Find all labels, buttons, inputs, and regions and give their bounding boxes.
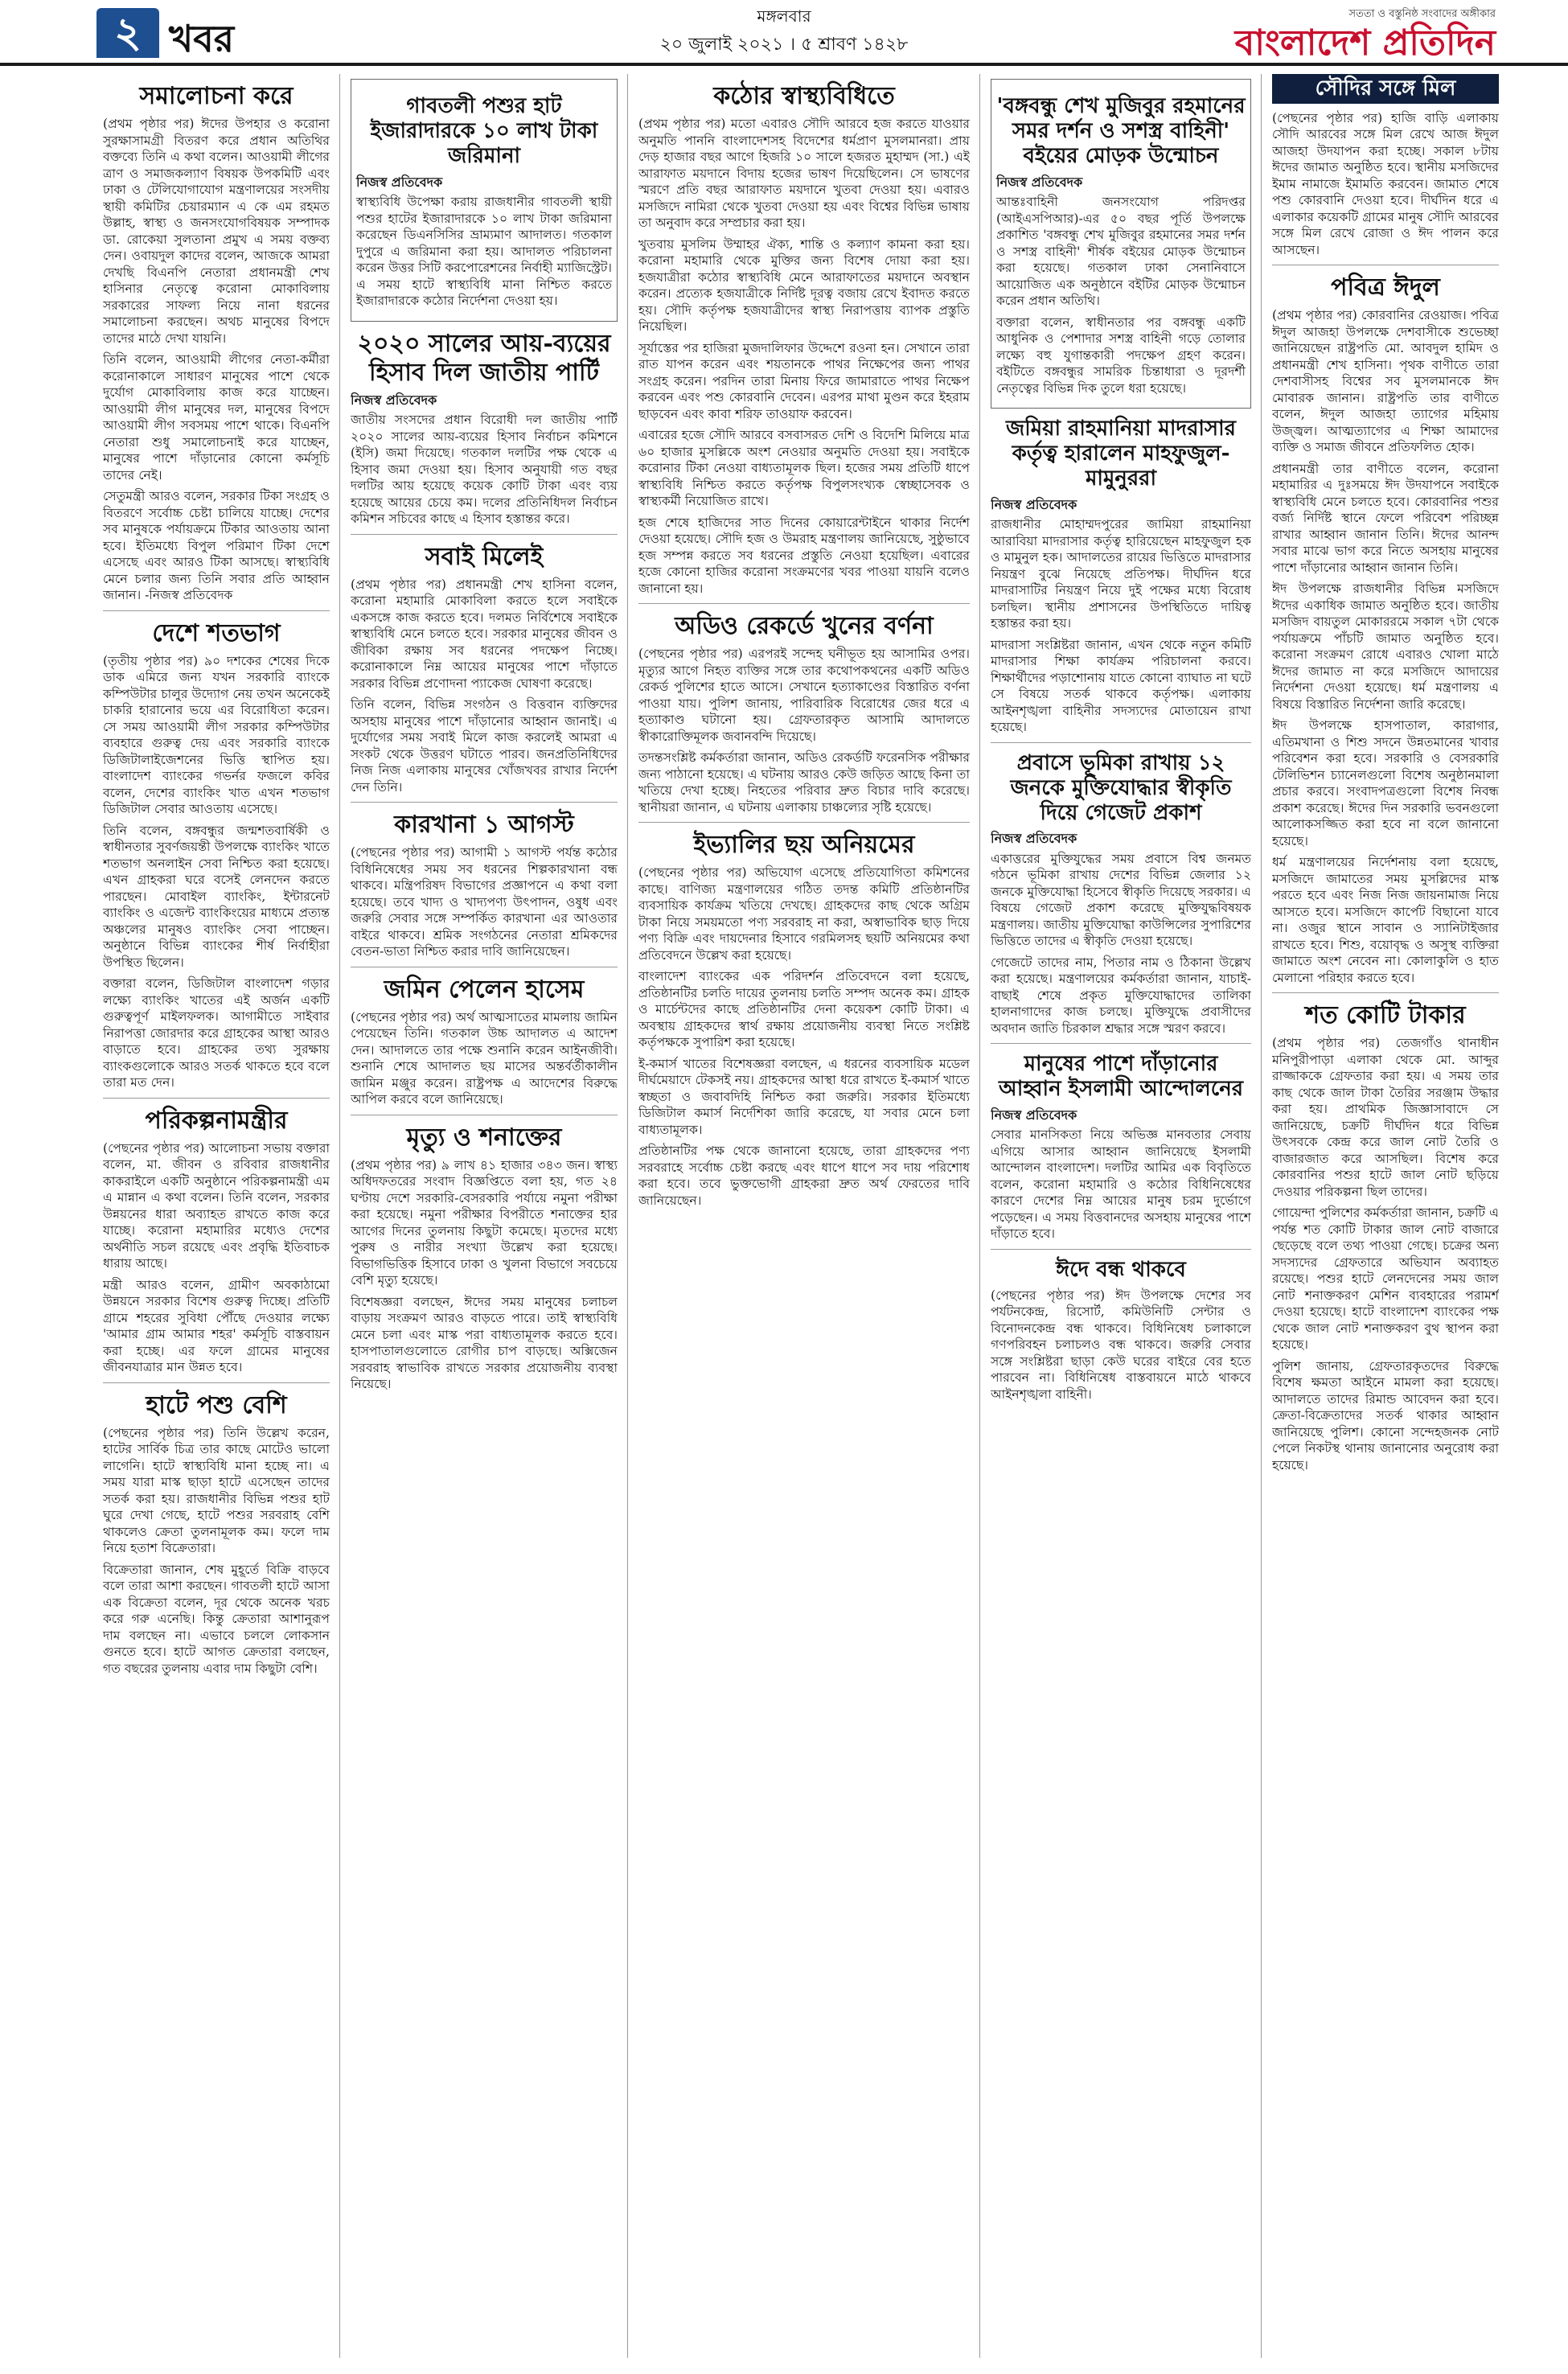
- headline: ইভ্যালির ছয় অনিয়মের: [693, 831, 915, 859]
- column-rule: [979, 74, 980, 2358]
- column-rule: [627, 74, 628, 2358]
- story-divider: [638, 603, 970, 604]
- article-paragraph: বাংলাদেশ ব্যাংকের এক পরিদর্শন প্রতিবেদনে বলা হয়েছে, প্রতিষ্ঠানটির চলতি দায়ের তুলনায় চলতি সম্পদ অনেক কম। গ্রাহক ও মার্চেন্টদের কাছে প্রতিষ্ঠানটির দেনা কয়েকশ কোটি টাকা। এ অবস্থায় গ্রাহকদের স্বার্থ রক্ষায় প্রয়োজনীয় ব্যবস্থা নিতে সংশ্লিষ্ট কর্তৃপক্ষকে সুপারিশ করা হয়েছে।: [638, 969, 970, 1049]
- article-paragraph: তদন্তসংশ্লিষ্ট কর্মকর্তারা জানান, অডিও রেকর্ডটি ফরেনসিক পরীক্ষার জন্য পাঠানো হয়েছে। এ ঘটনায় আরও কেউ জড়িত আছে কিনা তা খতিয়ে দেখা হচ্ছে। নিহতের পরিবার দ্রুত বিচার দাবি করেছে। স্থানীয়রা জানান, এ ঘটনায় এলাকায় চাঞ্চল্যের সৃষ্টি হয়েছে।: [638, 750, 970, 815]
- headline: কারখানা ১ আগস্ট: [394, 811, 574, 840]
- article-paragraph: জাতীয় সংসদের প্রধান বিরোধী দল জাতীয় পার্টি ২০২০ সালের আয়-ব্যয়ের হিসাব নির্বাচন কমিশনে (ইসি) জমা দিয়েছে। গতকাল দলটির পক্ষ থেকে এ হিসাব জমা দেওয়া হয়। হিসাব অনুযায়ী গত বছর দলটির আয় হয়েছে কয়েক কোটি টাকা এবং ব্যয় হয়েছে আয়ের চেয়ে কম। দলের প্রতিনিধিদল নির্বাচন কমিশন সচিবের কাছে এ হিসাব হস্তান্তর করে।: [351, 413, 618, 527]
- headline: মৃত্যু ও শনাক্তের: [406, 1123, 562, 1152]
- article-paragraph: গেজেটে তাদের নাম, পিতার নাম ও ঠিকানা উল্লেখ করা হয়েছে। মন্ত্রণালয়ের কর্মকর্তারা জানান, যাচাই-বাছাই শেষে প্রকৃত মুক্তিযোদ্ধাদের তালিকা হালনাগাদের কাজ চলছে। মুক্তিযুদ্ধে প্রবাসীদের অবদান জাতি চিরকাল শ্রদ্ধার সঙ্গে স্মরণ করবে।: [991, 955, 1251, 1036]
- article-paragraph: আন্তঃবাহিনী জনসংযোগ পরিদপ্তর (আইএসপিআর)-এর ৫০ বছর পূর্তি উপলক্ষে প্রকাশিত 'বঙ্গবন্ধু শেখ মুজিবুর রহমানের সমর দর্শন ও সশস্ত্র বাহিনী' শীর্ষক বইয়ের মোড়ক উন্মোচন করা হয়েছে। গতকাল ঢাকা সেনানিবাসে আয়োজিত এক অনুষ্ঠানে বইটির মোড়ক উন্মোচন করেন প্রধান অতিথি।: [996, 195, 1246, 309]
- article-paragraph: স্বাস্থ্যবিধি উপেক্ষা করায় রাজধানীর গাবতলী স্থায়ী পশুর হাটের ইজারাদারকে ১০ লাখ টাকা জরিমানা করেছেন ডিএনসিসির ভ্রাম্যমাণ আদালত। গতকাল দুপুরে এ জরিমানা করা হয়। আদালত পরিচালনা করেন উত্তর সিটি করপোরেশনের নির্বাহী ম্যাজিস্ট্রেট। এ সময় হাটে স্বাস্থ্যবিধি মানা নিশ্চিত করতে ইজারাদারকে কঠোর নির্দেশনা দেওয়া হয়।: [356, 195, 612, 309]
- article-paragraph: তিনি বলেন, বিভিন্ন সংগঠন ও বিত্তবান ব্যক্তিদের অসহায় মানুষের পাশে দাঁড়ানোর আহ্বান জানাই। এ দুর্যোগের সময় সবাই মিলে কাজ করলেই আমরা এ সংকট থেকে উত্তরণ ঘটাতে পারব। জনপ্রতিনিধিদের নিজ নিজ এলাকায় মানুষের খোঁজখবর রাখার নির্দেশ দেন তিনি।: [351, 697, 618, 795]
- boxed-story: [991, 79, 1251, 409]
- newspaper-logo: [1222, 6, 1496, 64]
- article-paragraph: (পেছনের পৃষ্ঠার পর) অভিযোগ এসেছে প্রতিযোগিতা কমিশনের কাছে। বাণিজ্য মন্ত্রণালয়ের গঠিত তদন্ত কমিটি প্রতিষ্ঠানটির ব্যবসায়িক কার্যক্রম খতিয়ে দেখছে। গ্রাহকদের কাছ থেকে অগ্রিম টাকা নিয়ে সময়মতো পণ্য সরবরাহ না করা, অস্বাভাবিক ছাড় দিয়ে পণ্য বিক্রি এবং দায়দেনার হিসাবে গরমিলসহ ছয়টি অনিয়মের কথা প্রতিবেদনে উল্লেখ করা হয়েছে।: [638, 865, 970, 963]
- headline: পবিত্র ঈদুল: [1331, 273, 1440, 302]
- story-divider: [351, 534, 618, 535]
- article-paragraph: (পেছনের পৃষ্ঠার পর) তিনি উল্লেখ করেন, হাটের সার্বিক চিত্র তার কাছে মোটেও ভালো লাগেনি। হাটে স্বাস্থ্যবিধি মানা হচ্ছে না। এ সময় যারা মাস্ক ছাড়া হাটে এসেছেন তাদের সতর্ক করা হয়। রাজধানীর বিভিন্ন পশুর হাট ঘুরে দেখা গেছে, হাটে পশুর সরবরাহ বেশি থাকলেও ক্রেতা তুলনামূলক কম। ফলে দাম নিয়ে হতাশ বিক্রেতারা।: [103, 1425, 330, 1555]
- headline: ২০২০ সালের আয়-ব্যয়ের হিসাব দিল জাতীয় পার্টি: [357, 329, 611, 387]
- column-1: [103, 74, 330, 2358]
- headline: সমালোচনা করে: [139, 82, 293, 110]
- byline: নিজস্ব প্রতিবেদক: [991, 1107, 1077, 1123]
- article-paragraph: বক্তারা বলেন, ডিজিটাল বাংলাদেশ গড়ার লক্ষ্যে ব্যাংকিং খাতের এই অর্জন একটি গুরুত্বপূর্ণ মাইলফলক। আগামীতে সাইবার নিরাপত্তা জোরদার করে গ্রাহকের আস্থা আরও বাড়াতে হবে। গ্রাহকের তথ্য সুরক্ষায় ব্যাংকগুলোকে আরও সতর্ক থাকতে হবে বলে তারা মত দেন।: [103, 976, 330, 1090]
- column-rule: [1261, 74, 1262, 2358]
- article-paragraph: ই-কমার্স খাতের বিশেষজ্ঞরা বলছেন, এ ধরনের ব্যবসায়িক মডেল দীর্ঘমেয়াদে টেকসই নয়। গ্রাহকদের আস্থা ধরে রাখতে ই-কমার্স খাতে স্বচ্ছতা ও জবাবদিহি নিশ্চিত করা জরুরি। সরকার ইতিমধ্যে ডিজিটাল কমার্স নির্দেশিকা জারি করেছে, যা সবার মেনে চলা বাধ্যতামূলক।: [638, 1056, 970, 1137]
- article-paragraph: (প্রথম পৃষ্ঠার পর) তেজগাঁও থানাধীন মনিপুরীপাড়া এলাকা থেকে মো. আব্দুর রাজ্জাককে গ্রেফতার করা হয়। এ সময় তার কাছ থেকে জাল টাকা তৈরির সরঞ্জাম উদ্ধার করা হয়। প্রাথমিক জিজ্ঞাসাবাদে সে জানিয়েছে, চক্রটি দীর্ঘদিন ধরে বিভিন্ন উৎসবকে কেন্দ্র করে জাল নোট তৈরি ও বাজারজাত করে আসছিল। বিশেষ করে কোরবানির পশুর হাটে জাল নোট ছড়িয়ে দেওয়ার পরিকল্পনা ছিল তাদের।: [1272, 1036, 1499, 1199]
- headline: 'বঙ্গবন্ধু শেখ মুজিবুর রহমানের সমর দর্শন ও সশস্ত্র বাহিনী' বইয়ের মোড়ক উন্মোচন: [996, 94, 1246, 169]
- story-divider: [1272, 992, 1499, 993]
- article-paragraph: তিনি বলেন, আওয়ামী লীগের নেতা-কর্মীরা করোনাকালে সাধারণ মানুষের পাশে থেকে দুর্যোগ মোকাবিলায় কাজ করে যাচ্ছেন। আওয়ামী লীগ মানুষের দল, মানুষের বিপদে আওয়ামী লীগ সবসময় পাশে থাকে। বিএনপি নেতারা শুধু সমালোচনাই করে যাচ্ছেন, মানুষের পাশে দাঁড়ানোর কোনো কর্মসূচি তাদের নেই।: [103, 352, 330, 483]
- column-5: [1272, 74, 1499, 2358]
- article-paragraph: বিক্রেতারা জানান, শেষ মুহূর্তে বিক্রি বাড়বে বলে তারা আশা করছেন। গাবতলী হাটে আসা এক বিক্রেতা বলেন, দূর থেকে অনেক খরচ করে গরু এনেছি। কিন্তু ক্রেতারা আশানুরূপ দাম বলছেন না। এভাবে চললে লোকসান গুনতে হবে। হাটে আগত ক্রেতারা বলছেন, গত বছরের তুলনায় এবার দাম কিছুটা বেশি।: [103, 1562, 330, 1676]
- article-paragraph: (পেছনের পৃষ্ঠার পর) এরপরই সন্দেহ ঘনীভূত হয় আসামির ওপর। মৃত্যুর আগে নিহত ব্যক্তির সঙ্গে তার কথোপকথনের একটি অডিও রেকর্ড পুলিশের হাতে আসে। সেখানে হত্যাকাণ্ডের বিস্তারিত বর্ণনা পাওয়া যায়। পুলিশ জানায়, পারিবারিক বিরোধের জের ধরে এ হত্যাকাণ্ড ঘটানো হয়। গ্রেফতারকৃত আসামি আদালতে স্বীকারোক্তিমূলক জবানবন্দি দিয়েছে।: [638, 647, 970, 744]
- headline: পরিকল্পনামন্ত্রীর: [145, 1106, 288, 1135]
- article-paragraph: বক্তারা বলেন, স্বাধীনতার পর বঙ্গবন্ধু একটি আধুনিক ও পেশাদার সশস্ত্র বাহিনী গড়ে তোলার লক্ষ্যে বহু যুগান্তকারী পদক্ষেপ গ্রহণ করেন। বইটিতে বঙ্গবন্ধুর সামরিক চিন্তাধারা ও দূরদর্শী নেতৃত্বের বিভিন্ন দিক তুলে ধরা হয়েছে।: [996, 314, 1246, 396]
- page-number-badge: ২: [96, 8, 159, 58]
- article-paragraph: এবারের হজে সৌদি আরবে বসবাসরত দেশি ও বিদেশি মিলিয়ে মাত্র ৬০ হাজার মুসল্লিকে অংশ নেওয়ার অনুমতি দেওয়া হয়। সবাইকে করোনার টিকা নেওয়া বাধ্যতামূলক ছিল। হজের সময় প্রতিটি ধাপে স্বাস্থ্যবিধি নিশ্চিত করতে কর্তৃপক্ষ বিপুলসংখ্যক স্বেচ্ছাসেবক ও স্বাস্থ্যকর্মী নিয়োজিত রাখে।: [638, 428, 970, 508]
- article-paragraph: রাজধানীর মোহাম্মদপুরের জামিয়া রাহমানিয়া আরাবিয়া মাদরাসার কর্তৃত্ব হারিয়েছেন মাহফুজুল হক ও মামুনুল হক। আদালতের রায়ের ভিত্তিতে মাদরাসার নিয়ন্ত্রণ বুঝে নিয়েছে প্রতিপক্ষ। দীর্ঘদিন ধরে মাদরাসাটির নিয়ন্ত্রণ নিয়ে দুই পক্ষের মধ্যে বিরোধ চলছিল। স্থানীয় প্রশাসনের উপস্থিতিতে দায়িত্ব হস্তান্তর করা হয়।: [991, 517, 1251, 631]
- headline: অডিও রেকর্ডে খুনের বর্ণনা: [675, 612, 934, 640]
- article-paragraph: (প্রথম পৃষ্ঠার পর) ঈদের উপহার ও করোনা সুরক্ষাসামগ্রী বিতরণ করে প্রধান অতিথির বক্তব্যে তিনি এ কথা বলেন। আওয়ামী লীগের ত্রাণ ও সমাজকল্যাণ বিষয়ক উপকমিটি এবং ঢাকা ও টেলিযোগাযোগ মন্ত্রণালয়ের সংসদীয় স্থায়ী কমিটির চেয়ারম্যান এ কে এম রহমত উল্লাহ, স্বাস্থ্য ও জনসংযোগবিষয়ক সম্পাদক ডা. রোকেয়া সুলতানা প্রমুখ এ সময় বক্তব্য দেন। ওবায়দুল কাদের বলেন, আজকে আমরা দেখছি বিএনপি নেতারা প্রধানমন্ত্রী শেখ হাসিনার নেতৃত্বে করোনা মোকাবিলায় সরকারের সাফল্য নিয়ে নানা ধরনের সমালোচনা করছেন। অথচ মানুষের বিপদে তাদের মাঠে দেখা যায়নি।: [103, 117, 330, 346]
- column-4: [991, 74, 1251, 2358]
- headline: মানুষের পাশে দাঁড়ানোর আহ্বান ইসলামী আন্দোলনের: [998, 1052, 1244, 1102]
- article-paragraph: মাদরাসা সংশ্লিষ্টরা জানান, এখন থেকে নতুন কমিটি মাদরাসার শিক্ষা কার্যক্রম পরিচালনা করবে। শিক্ষার্থীদের পড়াশোনায় যাতে কোনো ব্যাঘাত না ঘটে সে বিষয়ে সতর্ক থাকবে কর্তৃপক্ষ। এলাকায় আইনশৃঙ্খলা বাহিনীর সদস্যদের মোতায়েন রাখা হয়েছে।: [991, 637, 1251, 735]
- column-3: [638, 74, 970, 2358]
- story-divider: [991, 1249, 1251, 1250]
- byline: নিজস্ব প্রতিবেদক: [991, 831, 1077, 847]
- headline: জমিয়া রাহমানিয়া মাদরাসার কর্তৃত্ব হারালেন মাহফুজুল-মামুনুররা: [1006, 417, 1236, 491]
- story-divider: [991, 1043, 1251, 1044]
- article-paragraph: প্রধানমন্ত্রী তার বাণীতে বলেন, করোনা মহামারির এ দুঃসময়ে ঈদ উদযাপনে সবাইকে স্বাস্থ্যবিধি মেনে চলতে হবে। কোরবানির পশুর বর্জ্য নির্দিষ্ট স্থানে ফেলে পরিবেশ পরিচ্ছন্ন রাখার আহ্বান জানান তিনি। ঈদের আনন্দ সবার মাঝে ভাগ করে নিতে অসহায় মানুষের পাশে দাঁড়ানোর আহ্বান জানান তিনি।: [1272, 461, 1499, 575]
- byline: নিজস্ব প্রতিবেদক: [996, 174, 1083, 190]
- article-paragraph: বিশেষজ্ঞরা বলছেন, ঈদের সময় মানুষের চলাচল বাড়ায় সংক্রমণ আরও বাড়তে পারে। তাই স্বাস্থ্যবিধি মেনে চলা এবং মাস্ক পরা বাধ্যতামূলক করতে হবে। হাসপাতালগুলোতে রোগীর চাপ বাড়ছে। অক্সিজেন সরবরাহ স্বাভাবিক রাখতে সরকার প্রয়োজনীয় ব্যবস্থা নিয়েছে।: [351, 1294, 618, 1392]
- day-label: মঙ্গলবার: [757, 6, 811, 26]
- headline: জমিন পেলেন হাসেম: [384, 975, 585, 1004]
- article-paragraph: একাত্তরের মুক্তিযুদ্ধের সময় প্রবাসে বিশ্ব জনমত গঠনে ভূমিকা রাখায় দেশের বিভিন্ন জেলার ১২ জনকে মুক্তিযোদ্ধা হিসেবে স্বীকৃতি দিয়েছে সরকার। এ বিষয়ে গেজেট প্রকাশ করেছে মুক্তিযুদ্ধবিষয়ক মন্ত্রণালয়। জাতীয় মুক্তিযোদ্ধা কাউন্সিলের সুপারিশের ভিত্তিতে তাদের এ স্বীকৃতি দেওয়া হয়েছে।: [991, 851, 1251, 949]
- headline: গাবতলী পশুর হাট ইজারাদারকে ১০ লাখ টাকা জরিমানা: [370, 94, 598, 169]
- story-divider: [103, 610, 330, 611]
- headline: কঠোর স্বাস্থ্যবিধিতে: [713, 82, 895, 110]
- article-paragraph: (তৃতীয় পৃষ্ঠার পর) ৯০ দশকের শেষের দিকে ডাক এমিরে জন্য যখন সরকারি ব্যাংকে কম্পিউটার চালুর উদ্যোগ নেয় তখন অনেকেই চাকরি হারানোর ভয়ে এর বিরোধিতা করেন। সে সময় আওয়ামী লীগ সরকার কম্পিউটার ব্যবহারে গুরুত্ব দেয় এবং সরকারি ব্যাংকে ডিজিটালাইজেশনের ভিত্তি স্থাপিত হয়। বাংলাদেশ ব্যাংকের গভর্নর ফজলে কবির বলেন, দেশের ব্যাংকিং খাত এখন শতভাগ ডিজিটাল সেবার আওতায় এসেছে।: [103, 653, 330, 816]
- headline: হাটে পশু বেশি: [146, 1390, 287, 1419]
- headline: সবাই মিলেই: [425, 542, 544, 571]
- article-paragraph: (পেছনের পৃষ্ঠার পর) ঈদ উপলক্ষে দেশের সব পর্যটনকেন্দ্র, রিসোর্ট, কমিউনিটি সেন্টার ও বিনোদনকেন্দ্র বন্ধ থাকবে। বিধিনিষেধ চলাকালে গণপরিবহন চলাচলও বন্ধ থাকবে। জরুরি সেবার সঙ্গে সংশ্লিষ্টরা ছাড়া কেউ ঘরের বাইরে বের হতে পারবেন না। বিধিনিষেধ বাস্তবায়নে মাঠে থাকবে আইনশৃঙ্খলা বাহিনী।: [991, 1288, 1251, 1402]
- byline: নিজস্ব প্রতিবেদক: [351, 392, 437, 408]
- headline: শত কোটি টাকার: [1305, 1001, 1466, 1029]
- article-paragraph: সূর্যাস্তের পর হাজিরা মুজদালিফার উদ্দেশে রওনা হন। সেখানে তারা রাত যাপন করেন এবং শয়তানকে পাথর নিক্ষেপের জন্য পাথর সংগ্রহ করেন। পরদিন তারা মিনায় ফিরে জামারাতে পাথর নিক্ষেপ করবেন এবং পশু কোরবানি দেবেন। এরপর মাথা মুণ্ডন করে ইহরাম ছাড়বেন এবং কাবা শরিফ তাওয়াফ করবেন।: [638, 340, 970, 421]
- byline: নিজস্ব প্রতিবেদক: [991, 496, 1077, 512]
- date-label: ২০ জুলাই ২০২১ । ৫ শ্রাবণ ১৪২৮: [659, 35, 909, 55]
- article-paragraph: (পেছনের পৃষ্ঠার পর) আলোচনা সভায় বক্তারা বলেন, মা. জীবন ও রবিবার রাজধানীর কাকরাইলে একটি অনুষ্ঠানে পরিকল্পনামন্ত্রী এম এ মান্নান এ কথা বলেন। তিনি বলেন, সরকার উন্নয়নের ধারা অব্যাহত রাখতে কাজ করে যাচ্ছে। করোনা মহামারির মধ্যেও দেশের অর্থনীতি সচল রয়েছে এবং প্রবৃদ্ধি ইতিবাচক ধারায় আছে।: [103, 1140, 330, 1271]
- article-paragraph: (পেছনের পৃষ্ঠার পর) হাজি বাড়ি এলাকায় সৌদি আরবের সঙ্গে মিল রেখে আজ ঈদুল আজহা উদযাপন করা হচ্ছে। সকাল ৮টায় ঈদের জামাত অনুষ্ঠিত হবে। স্থানীয় মসজিদের ইমাম নামাজে ইমামতি করবেন। জামাত শেষে পশু কোরবানি দেওয়া হবে। দীর্ঘদিন ধরে এ এলাকার কয়েকটি গ্রামের মানুষ সৌদি আরবের সঙ্গে মিল রেখে রোজা ও ঈদ পালন করে আসছেন।: [1272, 110, 1499, 257]
- article-paragraph: ধর্ম মন্ত্রণালয়ের নির্দেশনায় বলা হয়েছে, মসজিদে জামাতের সময় মুসল্লিদের মাস্ক পরতে হবে এবং নিজ নিজ জায়নামাজ নিয়ে আসতে হবে। মসজিদে কার্পেট বিছানো যাবে না। ওজুর স্থানে সাবান ও স্যানিটাইজার রাখতে হবে। শিশু, বয়োবৃদ্ধ ও অসুস্থ ব্যক্তিরা জামাতে অংশ নেবেন না। কোলাকুলি ও হাত মেলানো পরিহার করতে হবে।: [1272, 855, 1499, 985]
- article-paragraph: (প্রথম পৃষ্ঠার পর) প্রধানমন্ত্রী শেখ হাসিনা বলেন, করোনা মহামারি মোকাবিলা করতে হলে সবাইকে একসঙ্গে কাজ করতে হবে। দলমত নির্বিশেষে সবাইকে স্বাস্থ্যবিধি মেনে চলতে হবে। সরকার মানুষের জীবন ও জীবিকা রক্ষায় সব ধরনের পদক্ষেপ নিচ্ছে। করোনাকালে নিম্ন আয়ের মানুষের পাশে দাঁড়াতে সরকার বিভিন্ন প্রণোদনা প্যাকেজ ঘোষণা করেছে।: [351, 577, 618, 691]
- article-paragraph: তিনি বলেন, বঙ্গবন্ধুর জন্মশতবার্ষিকী ও স্বাধীনতার সুবর্ণজয়ন্তী উপলক্ষে ব্যাংকিং খাতে শতভাগ অনলাইন সেবা নিশ্চিত করা হয়েছে। এখন গ্রাহকরা ঘরে বসেই লেনদেন করতে পারছেন। মোবাইল ব্যাংকিং, ইন্টারনেট ব্যাংকিং ও এজেন্ট ব্যাংকিংয়ের মাধ্যমে প্রত্যন্ত অঞ্চলের মানুষও ব্যাংকিং সেবা পাচ্ছেন। অনুষ্ঠানে বিভিন্ন ব্যাংকের শীর্ষ নির্বাহীরা উপস্থিত ছিলেন।: [103, 823, 330, 970]
- article-paragraph: হজ শেষে হাজিদের সাত দিনের কোয়ারেন্টাইনে থাকার নির্দেশ দেওয়া হয়েছে। সৌদি হজ ও উমরাহ মন্ত্রণালয় জানিয়েছে, সুষ্ঠুভাবে হজ সম্পন্ন করতে সব ধরনের প্রস্তুতি নেওয়া হয়েছিল। এবারের হজে কোনো হাজির করোনা সংক্রমণের খবর পাওয়া যায়নি বলেও জানানো হয়।: [638, 515, 970, 596]
- column-2: [351, 74, 618, 2358]
- boxed-story: [351, 79, 618, 322]
- story-divider: [103, 1098, 330, 1099]
- story-divider: [638, 822, 970, 823]
- article-paragraph: (প্রথম পৃষ্ঠার পর) মতো এবারও সৌদি আরবে হজ করতে যাওয়ার অনুমতি পাননি বাংলাদেশসহ বিদেশের ধর্মপ্রাণ মুসলমানরা। প্রায় দেড় হাজার বছর আগে হিজরি ১০ সালে হজরত মুহাম্মদ (সা.) এই আরাফাত ময়দানে বিদায় হজের ভাষণ দিয়েছিলেন। সে ভাষণের স্মরণে প্রতি বছর আরাফাত ময়দানে খুতবা দেওয়া হয়। এবারও মসজিদে নামিরা থেকে খুতবা দেওয়া হয় এবং বিশ্বের বিভিন্ন ভাষায় তা অনুবাদ করে সম্প্রচার করা হয়।: [638, 117, 970, 230]
- article-paragraph: (পেছনের পৃষ্ঠার পর) আগামী ১ আগস্ট পর্যন্ত কঠোর বিধিনিষেধের সময় সব ধরনের শিল্পকারখানা বন্ধ থাকবে। মন্ত্রিপরিষদ বিভাগের প্রজ্ঞাপনে এ কথা বলা হয়েছে। তবে খাদ্য ও খাদ্যপণ্য উৎপাদন, ওষুধ এবং জরুরি সেবার সঙ্গে সম্পর্কিত কারখানা এর আওতার বাইরে থাকবে। শ্রমিক সংগঠনের নেতারা শ্রমিকদের বেতন-ভাতা নিশ্চিত করার দাবি জানিয়েছেন।: [351, 845, 618, 959]
- article-paragraph: (পেছনের পৃষ্ঠার পর) অর্থ আত্মসাতের মামলায় জামিন পেয়েছেন তিনি। গতকাল উচ্চ আদালত এ আদেশ দেন। আদালতে তার পক্ষে শুনানি করেন আইনজীবী। শুনানি শেষে আদালত ছয় মাসের অন্তর্বর্তীকালীন জামিন মঞ্জুর করেন। রাষ্ট্রপক্ষ এ আদেশের বিরুদ্ধে আপিল করবে বলে জানিয়েছে।: [351, 1009, 618, 1107]
- article-paragraph: পুলিশ জানায়, গ্রেফতারকৃতদের বিরুদ্ধে বিশেষ ক্ষমতা আইনে মামলা করা হয়েছে। আদালতে তাদের রিমান্ড আবেদন করা হবে। ক্রেতা-বিক্রেতাদের সতর্ক থাকার আহ্বান জানিয়েছে পুলিশ। কোনো সন্দেহজনক নোট পেলে নিকটস্থ থানায় জানানোর অনুরোধ করা হয়েছে।: [1272, 1358, 1499, 1472]
- article-paragraph: প্রতিষ্ঠানটির পক্ষ থেকে জানানো হয়েছে, তারা গ্রাহকদের পণ্য সরবরাহে সর্বোচ্চ চেষ্টা করছে এবং ধাপে ধাপে সব দায় পরিশোধ করা হবে। তবে ভুক্তভোগী গ্রাহকরা দ্রুত অর্থ ফেরতের দাবি জানিয়েছেন।: [638, 1144, 970, 1208]
- article-paragraph: (প্রথম পৃষ্ঠার পর) কোরবানির রেওয়াজ। পবিত্র ঈদুল আজহা উপলক্ষে দেশবাসীকে শুভেচ্ছা জানিয়েছেন রাষ্ট্রপতি মো. আবদুল হামিদ ও প্রধানমন্ত্রী শেখ হাসিনা। পৃথক বাণীতে তারা দেশবাসীসহ বিশ্বের সব মুসলমানকে ঈদ মোবারক জানান। রাষ্ট্রপতি তার বাণীতে বলেন, ঈদুল আজহা ত্যাগের মহিমায় উজ্জ্বল। আত্মত্যাগের এ শিক্ষা আমাদের ব্যক্তি ও সমাজ জীবনে প্রতিফলিত হোক।: [1272, 308, 1499, 454]
- story-divider: [103, 1382, 330, 1383]
- story-divider: [991, 742, 1251, 743]
- article-paragraph: খুতবায় মুসলিম উম্মাহর ঐক্য, শান্তি ও কল্যাণ কামনা করা হয়। করোনা মহামারি থেকে মুক্তির জন্য বিশেষ দোয়া করা হয়। হজযাত্রীরা কঠোর স্বাস্থ্যবিধি মেনে আরাফাতের ময়দানে অবস্থান করেন। প্রত্যেক হজযাত্রীকে নির্দিষ্ট দূরত্ব বজায় রেখে ইবাদত করতে হয়। সৌদি কর্তৃপক্ষ হজযাত্রীদের স্বাস্থ্য নিরাপত্তায় ব্যাপক প্রস্তুতি নিয়েছিল।: [638, 236, 970, 334]
- headline: প্রবাসে ভূমিকা রাখায় ১২ জনকে মুক্তিযোদ্ধার স্বীকৃতি দিয়ে গেজেট প্রকাশ: [1010, 750, 1232, 825]
- article-paragraph: ঈদ উপলক্ষে রাজধানীর বিভিন্ন মসজিদে ঈদের একাধিক জামাত অনুষ্ঠিত হবে। জাতীয় মসজিদ বায়তুল মোকাররমে সকাল ৭টা থেকে পর্যায়ক্রমে পাঁচটি জামাত অনুষ্ঠিত হবে। করোনা সংক্রমণ রোধে এবারও খোলা মাঠে ঈদের জামাত না করে মসজিদে আদায়ের নির্দেশনা দেওয়া হয়েছে। ধর্ম মন্ত্রণালয় এ বিষয়ে বিস্তারিত নির্দেশনা জারি করেছে।: [1272, 581, 1499, 712]
- section-name: খবর: [169, 17, 235, 60]
- brand-name: বাংলাদেশ প্রতিদিন: [1234, 23, 1496, 64]
- article-paragraph: সেবার মানসিকতা নিয়ে অভিজ্ঞ মানবতার সেবায় এগিয়ে আসার আহ্বান জানিয়েছে ইসলামী আন্দোলন বাংলাদেশ। দলটির আমির এক বিবৃতিতে বলেন, করোনা মহামারি ও কঠোর বিধিনিষেধের কারণে দেশের নিম্ন আয়ের মানুষ চরম দুর্ভোগে পড়েছেন। এ সময় বিত্তবানদের অসহায় মানুষের পাশে দাঁড়াতে হবে।: [991, 1127, 1251, 1242]
- article-paragraph: মন্ত্রী আরও বলেন, গ্রামীণ অবকাঠামো উন্নয়নে সরকার বিশেষ গুরুত্ব দিচ্ছে। প্রতিটি গ্রামে শহরের সুবিধা পৌঁছে দেওয়ার লক্ষ্যে 'আমার গ্রাম আমার শহর' কর্মসূচি বাস্তবায়ন করা হচ্ছে। এর ফলে গ্রামের মানুষের জীবনযাত্রার মান উন্নত হবে।: [103, 1277, 330, 1374]
- article-paragraph: (প্রথম পৃষ্ঠার পর) ৯ লাখ ৪১ হাজার ৩৪৩ জন। স্বাস্থ্য অধিদফতরের সংবাদ বিজ্ঞপ্তিতে বলা হয়, গত ২৪ ঘণ্টায় দেশে সরকারি-বেসরকারি পর্যায়ে নমুনা পরীক্ষা করা হয়েছে। নমুনা পরীক্ষার বিপরীতে শনাক্তের হার আগের দিনের তুলনায় কিছুটা কমেছে। মৃতদের মধ্যে পুরুষ ও নারীর সংখ্যা উল্লেখ করা হয়েছে। বিভাগভিত্তিক হিসাবে ঢাকা ও খুলনা বিভাগে সবচেয়ে বেশি মৃত্যু হয়েছে।: [351, 1157, 618, 1288]
- headline: দেশে শতভাগ: [152, 618, 281, 647]
- article-paragraph: ঈদ উপলক্ষে হাসপাতাল, কারাগার, এতিমখানা ও শিশু সদনে উন্নতমানের খাবার পরিবেশন করা হবে। সরকারি ও বেসরকারি টেলিভিশন চ্যানেলগুলো বিশেষ অনুষ্ঠানমালা প্রচার করবে। সংবাদপত্রগুলো বিশেষ নিবন্ধ প্রকাশ করেছে। ঈদের দিন সরকারি ভবনগুলো আলোকসজ্জিত করা হবে না বলে জানানো হয়েছে।: [1272, 718, 1499, 848]
- byline: নিজস্ব প্রতিবেদক: [356, 174, 443, 190]
- article-paragraph: সেতুমন্ত্রী আরও বলেন, সরকার টিকা সংগ্রহ ও বিতরণে সর্বোচ্চ চেষ্টা চালিয়ে যাচ্ছে। দেশের সব মানুষকে পর্যায়ক্রমে টিকার আওতায় আনা হবে। ইতিমধ্যে বিপুল পরিমাণ টিকা দেশে এসেছে এবং আরও টিকা আসছে। স্বাস্থ্যবিধি মেনে চলার জন্য তিনি সবার প্রতি আহ্বান জানান। -নিজস্ব প্রতিবেদক: [103, 489, 330, 602]
- masthead: [0, 0, 1568, 66]
- headline: ঈদে বন্ধ থাকবে: [1056, 1257, 1186, 1282]
- article-paragraph: গোয়েন্দা পুলিশের কর্মকর্তারা জানান, চক্রটি এ পর্যন্ত শত কোটি টাকার জাল নোট বাজারে ছেড়েছে বলে তথ্য পাওয়া গেছে। চক্রের অন্য সদস্যদের গ্রেফতারে অভিযান অব্যাহত রয়েছে। পশুর হাটে লেনদেনের সময় জাল নোট শনাক্তকরণ মেশিন ব্যবহারের পরামর্শ দেওয়া হয়েছে। হাটে বাংলাদেশ ব্যাংকের পক্ষ থেকে জাল নোট শনাক্তকরণ বুথ স্থাপন করা হয়েছে।: [1272, 1205, 1499, 1352]
- headline-banner: সৌদির সঙ্গে মিল: [1272, 74, 1499, 104]
- story-divider: [351, 802, 618, 803]
- brand-tagline: সততা ও বস্তুনিষ্ঠ সংবাদের অঙ্গীকার: [1348, 8, 1496, 20]
- column-rule: [339, 74, 340, 2358]
